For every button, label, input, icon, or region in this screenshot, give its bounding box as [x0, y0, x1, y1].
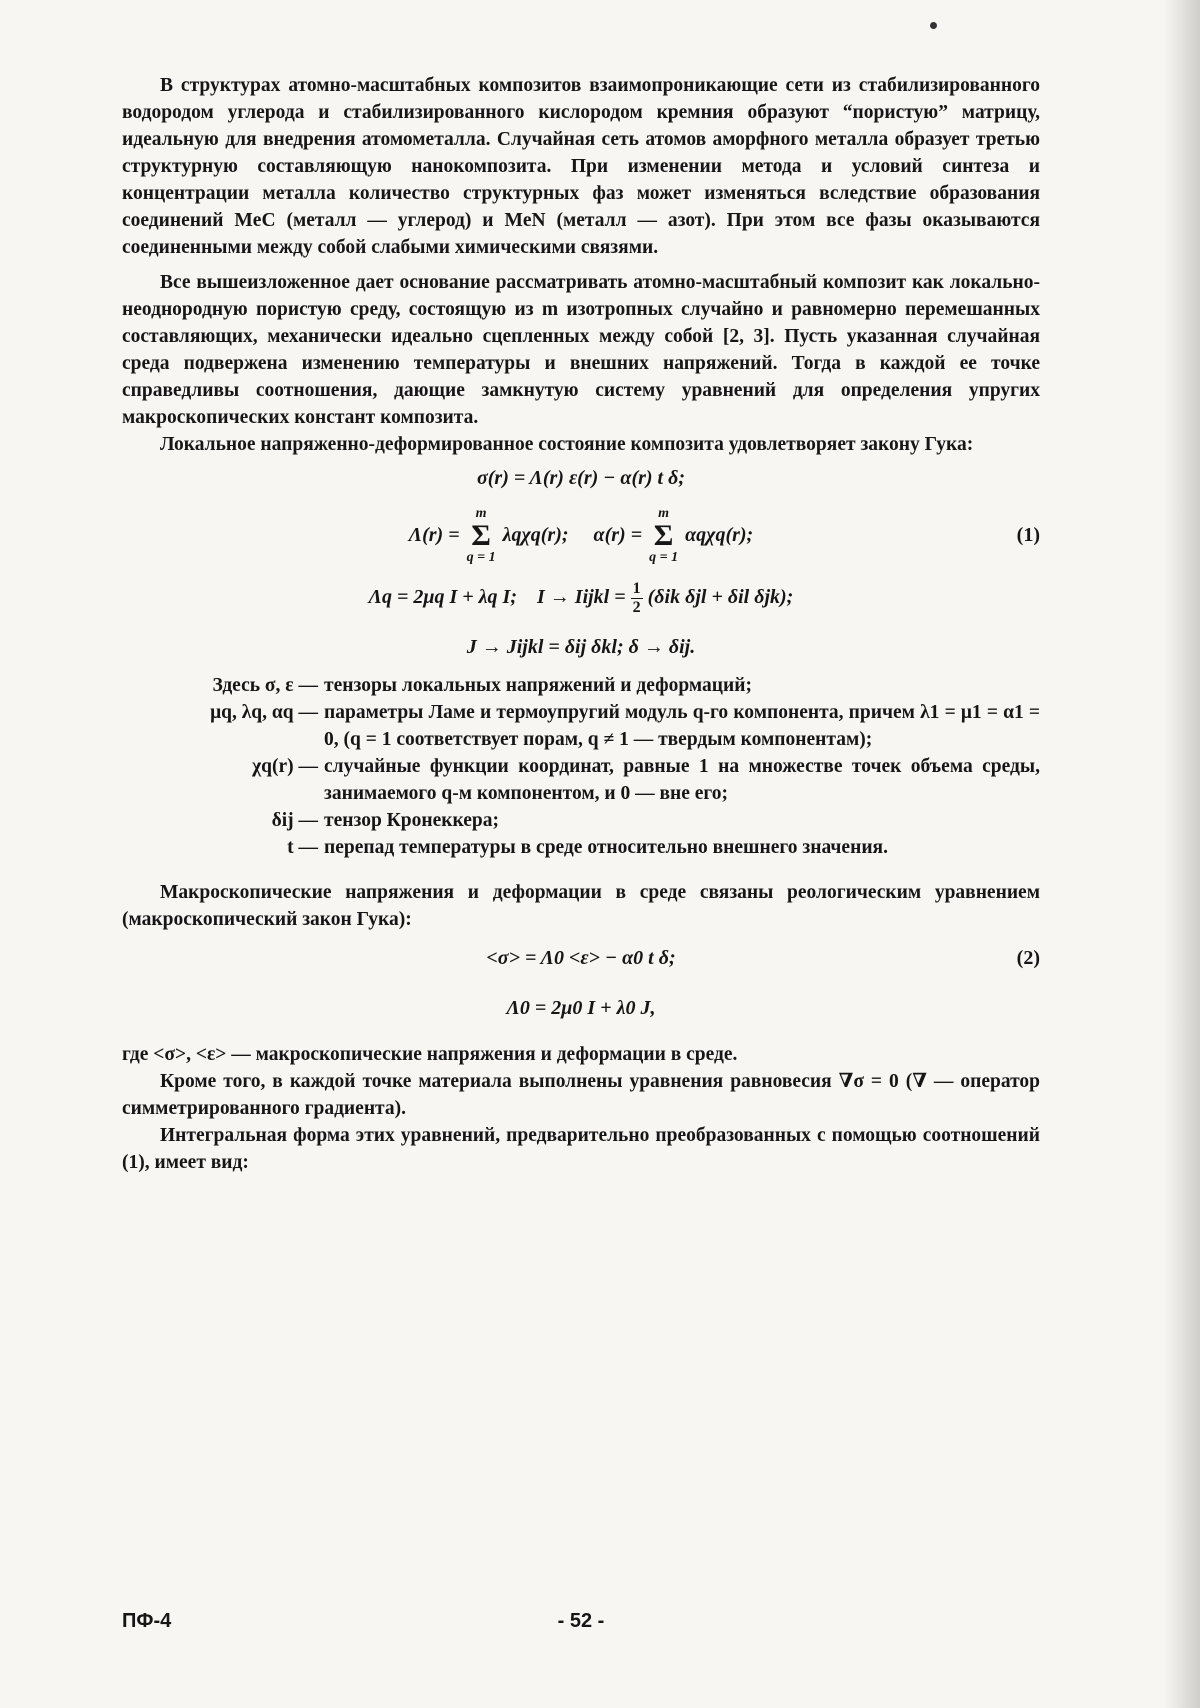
eq2-term-lambda: λqχq(r);: [502, 524, 569, 546]
sum-lower-limit: q = 1: [466, 550, 496, 566]
sum-symbol: Σ: [653, 519, 674, 553]
sum-operator-1: [467, 506, 496, 566]
fraction-denominator: 2: [632, 598, 641, 616]
fraction-numerator: 1: [632, 579, 641, 597]
equation-lambda-q: [122, 572, 1040, 622]
page-number: - 52 -: [557, 1610, 605, 1632]
eq2-lhs: Λ(r) =: [408, 524, 460, 546]
definition-term: δij —: [271, 810, 318, 831]
fraction-half: [631, 580, 643, 617]
equation-j-tensor: J → Jijkl = δij δkl; δ → δij.: [466, 636, 696, 658]
definitions-list: [122, 672, 1040, 861]
definition-term: μq, λq, αq —: [210, 702, 318, 723]
definition-text: случайные функции координат, равные 1 на множестве точек объема среды, занимаемого q-м компонентом, и 0 — вне его;: [324, 756, 1040, 804]
definition-row: [122, 753, 1040, 807]
sum-operator-2: [649, 506, 678, 566]
definition-row: [122, 672, 1040, 699]
eq3-part-b: I → Iijkl =: [537, 586, 626, 608]
definition-text: тензор Кронеккера;: [324, 810, 500, 831]
paragraph-macro-hooke: Макроскопические напряжения и деформации в среде связаны реологическим уравнением (макроскопический закон Гука):: [122, 882, 1040, 930]
paragraph-integral-form: Интегральная форма этих уравнений, предварительно преобразованных с помощью соотношений (1), имеет вид:: [122, 1125, 1040, 1173]
definition-term: Здесь σ, ε —: [212, 675, 318, 696]
paragraph-where: где <σ>, <ε> — макроскопические напряжения и деформации в среде.: [122, 1044, 738, 1065]
eq2-term-alpha: αqχq(r);: [685, 524, 754, 546]
eq2-mid: α(r) =: [593, 524, 643, 546]
paragraph-random-medium: Все вышеизложенное дает основание рассматривать атомно-масштабный композит как локально-неоднородную пористую среду, состоящую из m изотропных случайно и равномерно перемешанных составляющих, механически идеально сцепленных между собой [2, 3]. Пусть указанная случайная среда подвержена изменению температуры и внешних напряжений. Тогда в каждой ее точке справедливы соотношения, дающие замкнутую систему уравнений для определения упругих макроскопических констант композита.: [122, 272, 1040, 428]
equation-number-2: (2): [1016, 947, 1040, 969]
scan-edge-shadow: [1164, 0, 1200, 1708]
equation-1: [122, 498, 1040, 572]
definition-row: [122, 807, 1040, 834]
definition-text: параметры Ламе и термоупругий модуль q-го компонента, причем λ1 = μ1 = α1 = 0, (q = 1 соответствует порам, q ≠ 1 — твердым компонентам);: [324, 702, 1040, 750]
paragraph-equilibrium: Кроме того, в каждой точке материала выполнены уравнения равновесия ∇σ = 0 (∇ — оператор симметрированного градиента).: [122, 1071, 1040, 1119]
sum-upper-limit: m: [475, 506, 487, 522]
sum-upper-limit: m: [658, 506, 670, 522]
page-footer: [122, 1610, 1040, 1640]
eq3-part-c: (δik δjl + δil δjk);: [647, 586, 794, 608]
equation-lambda-0: Λ0 = 2μ0 I + λ0 J,: [506, 997, 656, 1019]
scan-speck: [930, 22, 937, 29]
sum-lower-limit: q = 1: [649, 550, 679, 566]
definition-row: [122, 699, 1040, 753]
definition-row: [122, 834, 1040, 861]
equation-2: [122, 933, 1040, 983]
page-body: [122, 72, 1040, 1176]
definition-text: перепад температуры в среде относительно внешнего значения.: [324, 837, 888, 858]
footer-code: ПФ-4: [122, 1610, 172, 1632]
equation-number-1: (1): [1016, 524, 1040, 546]
definition-text: тензоры локальных напряжений и деформаций;: [324, 675, 753, 696]
paragraph-structure: В структурах атомно-масштабных композитов взаимопроникающие сети из стабилизированного водородом углерода и стабилизированного кислородом кремния образуют “пористую” матрицу, идеальную для внедрения атомометалла. Случайная сеть атомов аморфного металла образует третью структурную составляющую нанокомпозита. При изменении метода и условий синтеза и концентрации металла количество структурных фаз может изменяться вследствие образования соединений MeC (металл — углерод) и MeN (металл — азот). При этом все фазы оказываются соединенными между собой слабыми химическими связями.: [122, 75, 1040, 258]
definition-term: t —: [287, 837, 318, 858]
eq5: <σ> = Λ0 <ε> − α0 t δ;: [486, 947, 676, 969]
paragraph-hooke-intro: Локальное напряженно-деформированное состояние композита удовлетворяет закону Гука:: [160, 434, 974, 455]
eq3-part-a: Λq = 2μq I + λq I;: [368, 586, 517, 608]
definition-term: χq(r) —: [252, 756, 318, 777]
sum-symbol: Σ: [471, 519, 491, 553]
equation-local-stress: σ(r) = Λ(r) ε(r) − α(r) t δ;: [476, 467, 686, 489]
